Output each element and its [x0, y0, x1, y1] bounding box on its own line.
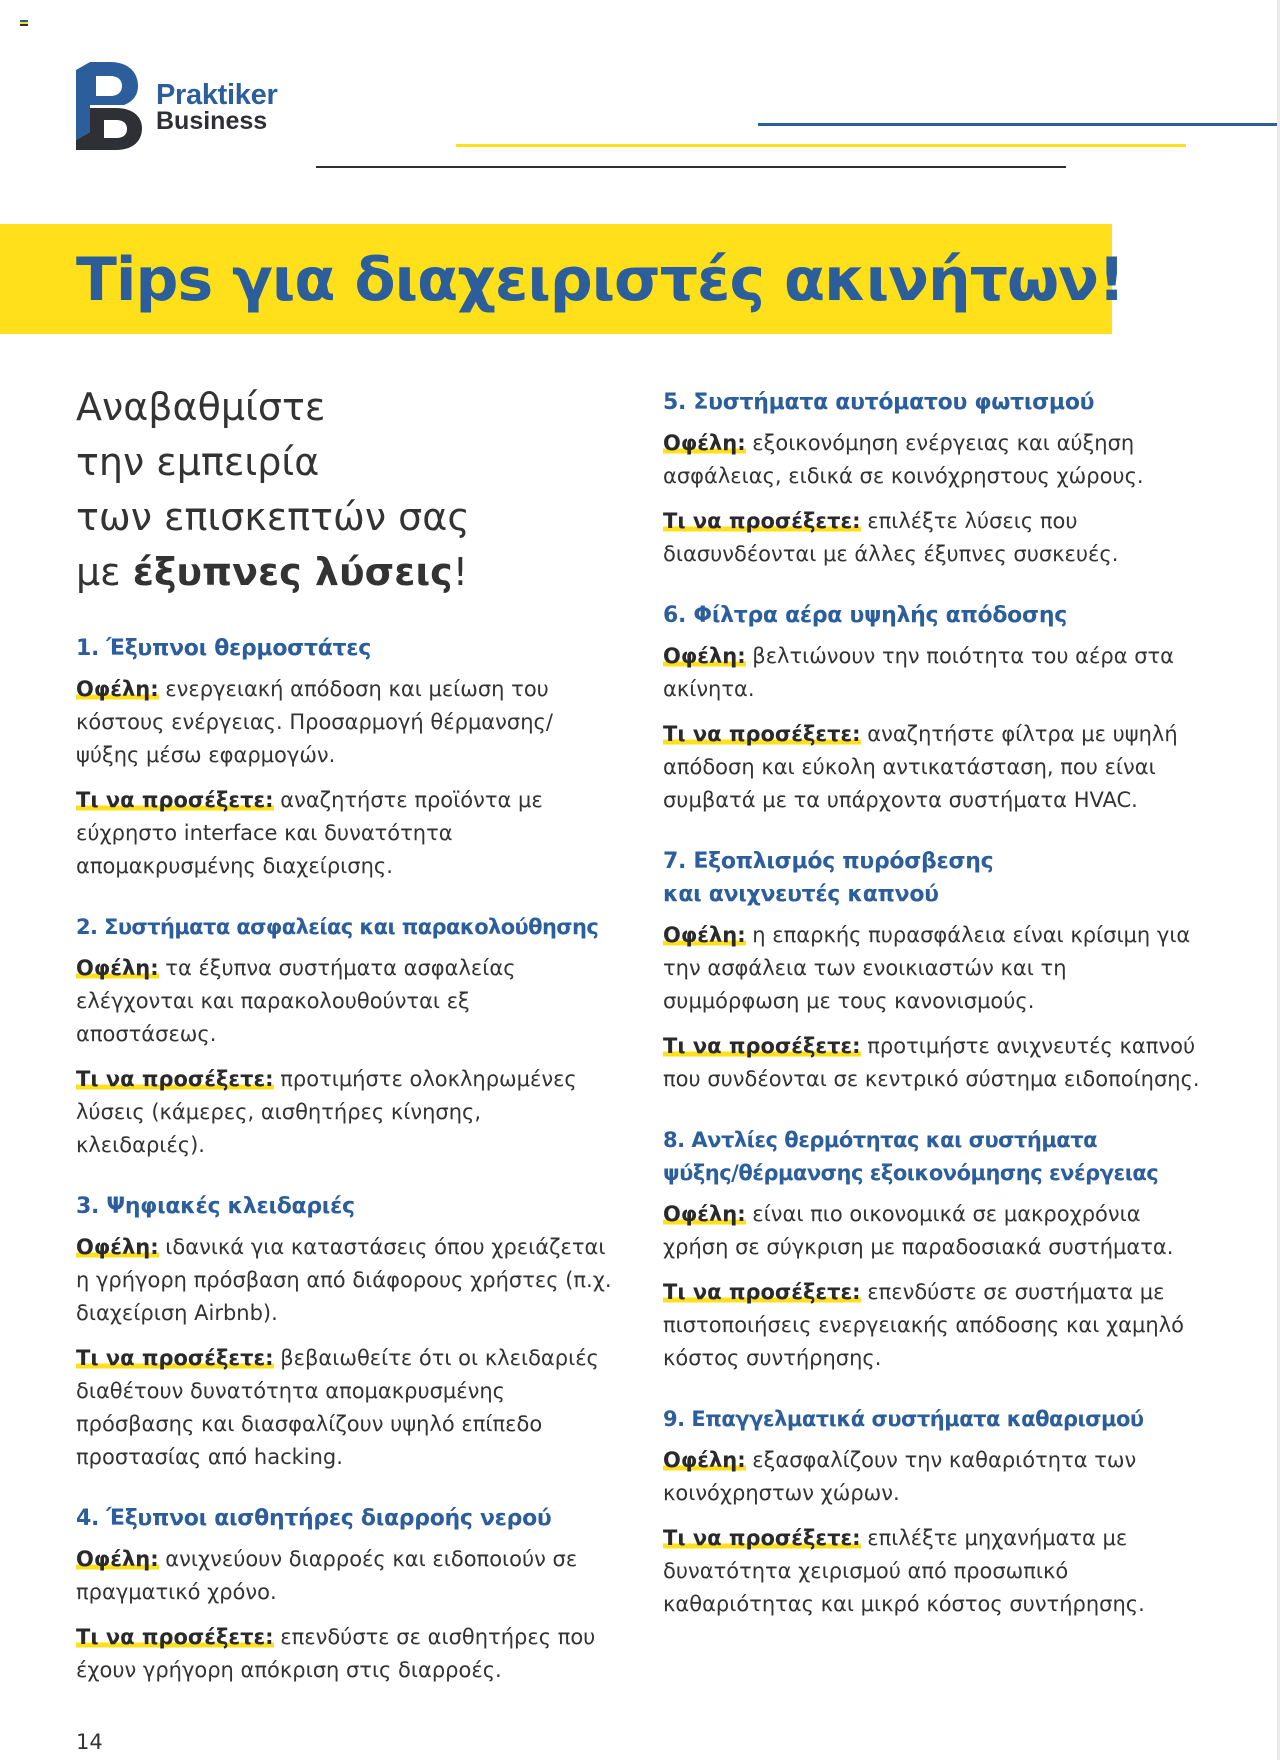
- benefits-label: Οφέλη:: [76, 1547, 159, 1571]
- left-column: [76, 380, 616, 1715]
- brand-name: Praktiker: [156, 78, 278, 111]
- watch-label: Τι να προσέξετε:: [76, 788, 274, 812]
- tip-watch: [76, 1621, 616, 1687]
- tip-watch: [76, 784, 616, 883]
- tip-item: [76, 1502, 616, 1687]
- tip-title: [663, 1124, 1203, 1190]
- tip-text: βεβαιωθείτε ότι οι κλειδαριές διαθέτουν δυνατότητα απομακρυσμένης πρόσβασης και διασφαλίζουν υψηλό επίπεδο προστασίας από hacking.: [76, 1346, 599, 1469]
- tip-watch: [663, 505, 1203, 571]
- deco-line-dark: [316, 166, 1066, 168]
- tip-text: ενεργειακή απόδοση και μείωση του κόστους ενέργειας. Προσαρμογή θέρμανσης/ψύξης μέσω εφαρμογών.: [76, 677, 553, 767]
- benefits-label: Οφέλη:: [76, 956, 159, 980]
- tip-text: είναι πιο οικονομικά σε μακροχρόνια χρήση σε σύγκριση με παραδοσιακά συστήματα.: [663, 1202, 1174, 1259]
- tip-title: 1. Έξυπνοι θερμοστάτες: [76, 636, 371, 661]
- tip-text: εξοικονόμηση ενέργειας και αύξηση ασφάλειας, ειδικά σε κοινόχρηστους χώρους.: [663, 431, 1144, 488]
- tip-text: προτιμήστε ολοκληρωμένες λύσεις (κάμερες, αισθητήρες κίνησης, κλειδαριές).: [76, 1067, 577, 1157]
- deco-line-yellow: [456, 144, 1186, 147]
- watch-label: Τι να προσέξετε:: [76, 1067, 274, 1091]
- tip-text: αναζητήστε προϊόντα με εύχρηστο interface και δυνατότητα απομακρυσμένης διαχείρισης.: [76, 788, 543, 878]
- intro-line: των επισκεπτών σας: [76, 495, 470, 539]
- tip-text: επενδύστε σε συστήματα με πιστοποιήσεις ενεργειακής απόδοσης και χαμηλό κόστος συντήρησης.: [663, 1280, 1184, 1370]
- tip-watch: [663, 1522, 1203, 1621]
- tip-benefits: [663, 427, 1203, 493]
- tip-item: [663, 386, 1203, 571]
- watch-label: Τι να προσέξετε:: [76, 1346, 274, 1370]
- tip-title-line: 8. Αντλίες θερμότητας και συστήματα: [663, 1128, 1098, 1152]
- tip-text: αναζητήστε φίλτρα με υψηλή απόδοση και εύκολη αντικατάσταση, που είναι συμβατά με τα υπάρχοντα συστήματα HVAC.: [663, 722, 1178, 812]
- deco-line-blue: [758, 123, 1280, 126]
- intro-heading: [76, 380, 616, 600]
- benefits-label: Οφέλη:: [663, 1448, 746, 1472]
- tip-text: τα έξυπνα συστήματα ασφαλείας ελέγχονται και παρακολουθούνται εξ αποστάσεως.: [76, 956, 516, 1046]
- watch-label: Τι να προσέξετε:: [663, 509, 861, 533]
- tip-benefits: [76, 673, 616, 772]
- tip-title: 2. Συστήματα ασφαλείας και παρακολούθησης: [76, 915, 599, 939]
- tip-item: [76, 911, 616, 1162]
- brand-subname: Business: [156, 106, 268, 135]
- tip-title: 9. Επαγγελματικά συστήματα καθαρισμού: [663, 1407, 1144, 1431]
- tip-item: [663, 599, 1203, 817]
- intro-line: με: [76, 550, 133, 594]
- watch-label: Τι να προσέξετε:: [663, 722, 861, 746]
- benefits-label: Οφέλη:: [663, 431, 746, 455]
- tip-benefits: [76, 952, 616, 1051]
- intro-emphasis: έξυπνες λύσεις: [132, 550, 453, 594]
- tip-watch: [663, 718, 1203, 817]
- tip-benefits: [663, 640, 1203, 706]
- tip-benefits: [663, 1198, 1203, 1264]
- benefits-label: Οφέλη:: [76, 1235, 159, 1259]
- tip-item: [76, 1190, 616, 1474]
- benefits-label: Οφέλη:: [76, 677, 159, 701]
- tip-benefits: [663, 919, 1203, 1018]
- tip-benefits: [76, 1231, 616, 1330]
- corner-mark: [20, 20, 28, 26]
- praktiker-b-icon: [76, 62, 142, 150]
- tip-title: 3. Ψηφιακές κλειδαριές: [76, 1194, 355, 1219]
- tip-benefits: [76, 1543, 616, 1609]
- benefits-label: Οφέλη:: [663, 1202, 746, 1226]
- tip-text: προτιμήστε ανιχνευτές καπνού που συνδέονται σε κεντρικό σύστημα ειδοποίησης.: [663, 1034, 1200, 1091]
- tip-watch: [76, 1063, 616, 1162]
- watch-label: Τι να προσέξετε:: [663, 1280, 861, 1304]
- tip-text: επιλέξτε λύσεις που διασυνδέονται με άλλες έξυπνες συσκευές.: [663, 509, 1119, 566]
- tip-watch: [663, 1030, 1203, 1096]
- page-title: Tips για διαχειριστές ακινήτων!: [76, 245, 1125, 315]
- tip-title: 4. Έξυπνοι αισθητήρες διαρροής νερού: [76, 1506, 552, 1531]
- tip-text: επιλέξτε μηχανήματα με δυνατότητα χειρισμού από προσωπικό καθαριότητας και μικρό κόστος συντήρησης.: [663, 1526, 1145, 1616]
- intro-line: !: [452, 550, 468, 594]
- tip-text: η επαρκής πυρασφάλεια είναι κρίσιμη για την ασφάλεια των ενοικιαστών και τη συμμόρφωση με τους κανονισμούς.: [663, 923, 1191, 1013]
- watch-label: Τι να προσέξετε:: [663, 1526, 861, 1550]
- intro-line: Αναβαθμίστε: [76, 385, 326, 429]
- intro-line: την εμπειρία: [76, 440, 320, 484]
- tip-text: ανιχνεύουν διαρροές και ειδοποιούν σε πραγματικό χρόνο.: [76, 1547, 578, 1604]
- tip-title-line: και ανιχνευτές καπνού: [663, 882, 939, 907]
- tip-title-line: 7. Εξοπλισμός πυρόσβεσης: [663, 849, 994, 874]
- tip-watch: [663, 1276, 1203, 1375]
- tip-text: εξασφαλίζουν την καθαριότητα των κοινόχρηστων χώρων.: [663, 1448, 1137, 1505]
- tip-watch: [76, 1342, 616, 1474]
- tip-text: επενδύστε σε αισθητήρες που έχουν γρήγορη απόκριση στις διαρροές.: [76, 1625, 596, 1682]
- watch-label: Τι να προσέξετε:: [76, 1625, 274, 1649]
- tip-title: [663, 845, 1203, 911]
- praktiker-business-logo: [76, 62, 277, 150]
- tip-item: [663, 1403, 1203, 1621]
- tip-text: βελτιώνουν την ποιότητα του αέρα στα ακίνητα.: [663, 644, 1175, 701]
- tip-item: [663, 1124, 1203, 1375]
- tip-item: [663, 845, 1203, 1096]
- page-number: 14: [76, 1730, 103, 1754]
- tip-title: 5. Συστήματα αυτόματου φωτισμού: [663, 390, 1095, 415]
- benefits-label: Οφέλη:: [663, 923, 746, 947]
- tip-title: 6. Φίλτρα αέρα υψηλής απόδοσης: [663, 603, 1067, 628]
- watch-label: Τι να προσέξετε:: [663, 1034, 861, 1058]
- tip-text: ιδανικά για καταστάσεις όπου χρειάζεται η γρήγορη πρόσβαση από διάφορους χρήστες (π.χ. διαχείριση Airbnb).: [76, 1235, 612, 1325]
- right-column: [663, 386, 1203, 1649]
- tip-title-line: ψύξης/θέρμανσης εξοικονόμησης ενέργειας: [663, 1161, 1159, 1185]
- benefits-label: Οφέλη:: [663, 644, 746, 668]
- tip-benefits: [663, 1444, 1203, 1510]
- tip-item: [76, 632, 616, 883]
